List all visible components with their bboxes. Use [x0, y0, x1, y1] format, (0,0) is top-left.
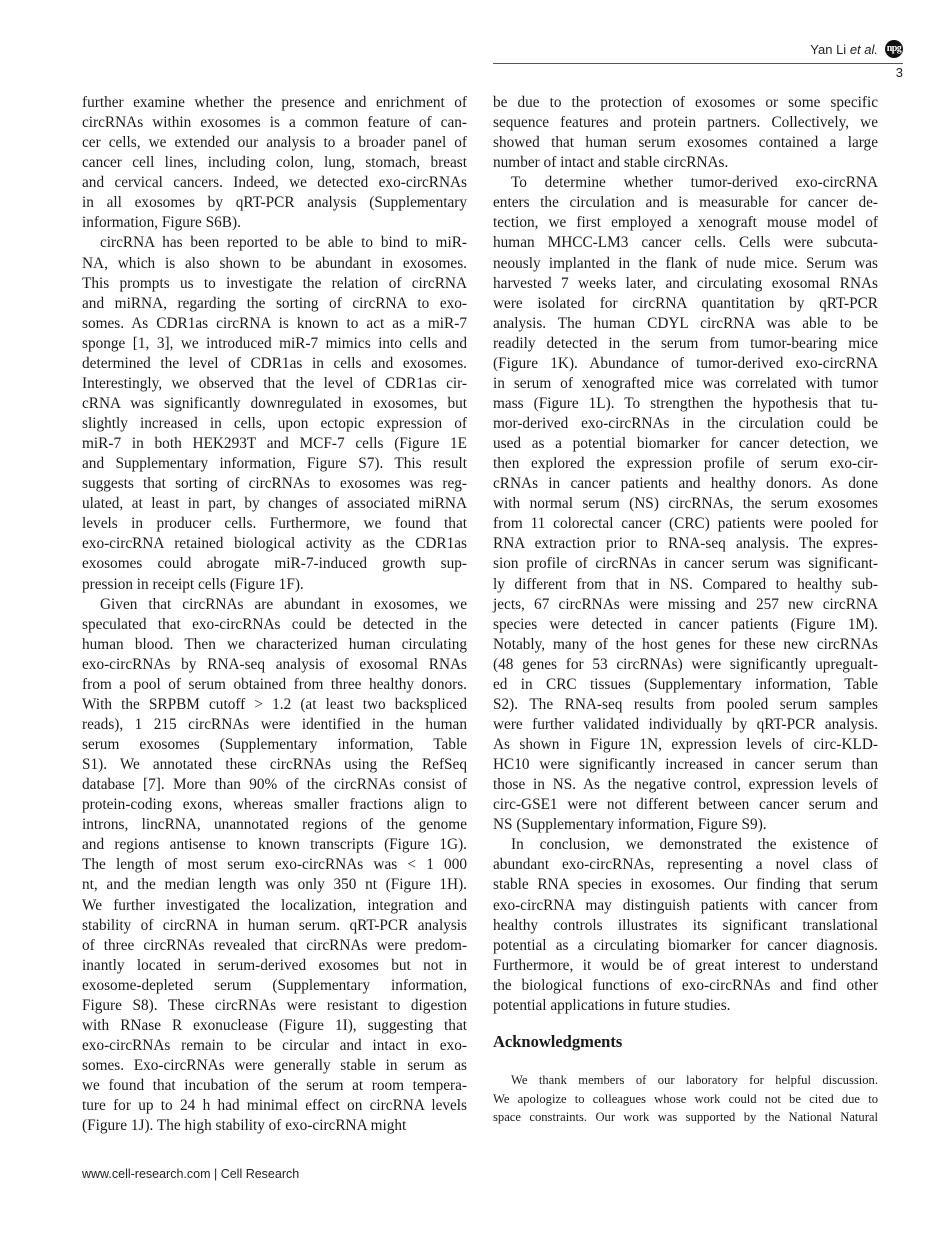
text-line: levels in producer cells. Furthermore, we found that [82, 515, 467, 533]
text-line: number of intact and stable circRNAs. [493, 154, 729, 172]
text-line: of three circRNAs revealed that circRNAs were predom- [82, 936, 467, 954]
text-line: exo-circRNA retained biological activity as the CDR1as [82, 535, 467, 553]
text-line: neously implanted in the flank of nude mice. Serum was [493, 254, 878, 272]
text-line: ly different from that in NS. Compared to healthy sub- [493, 575, 878, 593]
npg-logo: npg [885, 40, 903, 58]
text-line: in serum of xenografted mice was correlated with tumor [493, 374, 878, 392]
text-line: Furthermore, it would be of great interest to understand [493, 956, 878, 974]
text-line: healthy controls illustrates its significant translational [493, 916, 878, 934]
text-line: human MHCC-LM3 cancer cells. Cells were subcuta- [493, 234, 878, 252]
text-line: with normal serum (NS) circRNAs, the serum exosomes [493, 495, 878, 513]
text-line: were further validated individually by qRT-PCR analysis. [493, 715, 878, 733]
text-line: With the SRPBM cutoff > 1.2 (at least two backspliced [82, 695, 467, 713]
text-line: determined the level of CDR1as in cells and exosomes. [82, 354, 467, 372]
text-line: We further investigated the localization, integration and [82, 896, 467, 914]
text-line: potential as a circulating biomarker for cancer diagnosis. [493, 936, 878, 954]
text-line: jects, 67 circRNAs were missing and 257 new circRNA [493, 595, 878, 613]
text-line: exo-circRNAs remain to be circular and intact in exo- [82, 1036, 467, 1054]
text-line: inantly located in serum-derived exosomes but not in [82, 956, 467, 974]
text-line: stability of circRNA in human serum. qRT-PCR analysis [82, 916, 467, 934]
text-line: ture for up to 24 h had minimal effect on circRNA levels [82, 1097, 467, 1115]
paragraph [493, 835, 878, 1016]
text-line: circRNA has been reported to be able to bind to miR- [100, 234, 467, 252]
text-line: The length of most serum exo-circRNAs was < 1 000 [82, 856, 467, 874]
text-line: with RNase R exonuclease (Figure 1I), suggesting that [82, 1016, 467, 1034]
text-line: potential applications in future studies. [493, 996, 731, 1014]
text-line: and cervical cancers. Indeed, we detected exo-circRNAs [82, 174, 467, 192]
text-line: To determine whether tumor-derived exo-circRNA [511, 174, 878, 192]
text-line: mor-derived exo-circRNAs in the circulation could be [493, 415, 878, 432]
acknowledgments-heading: Acknowledgments [493, 1032, 623, 1051]
text-line: showed that human serum exosomes contained a large [493, 134, 878, 152]
text-line: sequence features and protein partners. Collectively, we [493, 114, 878, 132]
text-line: human blood. Then we characterized human circulating [82, 635, 467, 653]
text-line: Figure S8). These circRNAs were resistant to digestion [82, 996, 467, 1014]
author-name: Yan Li [810, 42, 850, 57]
text-line: introns, lincRNA, unannotated regions of the genome [82, 816, 467, 834]
text-line: harvested 7 weeks later, and circulating exosomal RNAs [493, 274, 878, 292]
text-line: somes. As CDR1as circRNA is known to act as a miR-7 [82, 314, 467, 332]
paragraph [493, 173, 878, 835]
paragraph [82, 595, 467, 1137]
text-line: space constraints. Our work was supported by the National Natural [493, 1110, 878, 1124]
text-line: exo-circRNA may distinguish patients with cancer from [493, 896, 878, 914]
text-line: sion profile of circRNAs in cancer serum was significant- [493, 555, 878, 573]
text-line: those in NS. As the negative control, expression levels of [493, 776, 878, 794]
text-line: serum exosomes (Supplementary information, Table [82, 736, 467, 753]
paragraph [82, 233, 467, 594]
text-line: Interestingly, we observed that the level of CDR1as cir- [82, 374, 467, 392]
text-line: the biological functions of exo-circRNAs and find other [493, 976, 878, 994]
header-rule [493, 63, 903, 64]
text-line: used as a potential biomarker for cancer detection, we [493, 435, 878, 453]
text-line: NA, which is also shown to be abundant in exosomes. [82, 254, 467, 272]
text-line: enters the circulation and is measurable for cancer de- [493, 194, 878, 212]
text-line: database [7]. More than 90% of the circRNAs consist of [82, 776, 467, 794]
text-line: cRNA was significantly downregulated in exosomes, but [82, 394, 467, 412]
text-line: slightly increased in cells, upon ectopic expression of [82, 415, 467, 432]
text-line: (48 genes for 53 circRNAs) were significantly upregualt- [493, 655, 878, 673]
text-line: pression in receipt cells (Figure 1F). [82, 575, 304, 593]
text-line: speculated that exo-circRNAs could be detected in the [82, 615, 467, 633]
text-line: We apologize to colleagues whose work could not be cited due to [493, 1091, 878, 1106]
paragraph [493, 93, 878, 173]
text-line: suggests that sorting of circRNAs to exosomes was reg- [82, 475, 467, 493]
text-line: NS (Supplementary information, Figure S9). [493, 816, 767, 834]
text-line: In conclusion, we demonstrated the existence of [511, 836, 878, 854]
text-line: be due to the protection of exosomes or some specific [493, 94, 878, 111]
text-line: Notably, many of the host genes for these new circRNAs [493, 635, 878, 653]
text-line: Given that circRNAs are abundant in exosomes, we [100, 595, 467, 613]
text-line: and miRNA, regarding the sorting of circRNA to exo- [82, 294, 467, 312]
text-line: circRNAs within exosomes is a common feature of can- [82, 114, 467, 132]
text-line: exosome-depleted serum (Supplementary information, [82, 976, 467, 994]
text-line: mass (Figure 1L). To strengthen the hypothesis that tu- [493, 394, 878, 412]
et-al: et al. [849, 42, 878, 57]
text-line: readily detected in the serum from tumor-bearing mice [493, 334, 878, 352]
text-line: This prompts us to investigate the relation of circRNA [82, 274, 467, 292]
text-line: cer cells, we extended our analysis to a broader panel of [82, 134, 467, 152]
text-line: were isolated for circRNA quantitation by qRT-PCR [493, 294, 878, 312]
text-line: and Supplementary information, Figure S7). This result [82, 455, 467, 473]
text-line: As shown in Figure 1N, expression levels of circ-KLD- [493, 736, 878, 753]
text-line: stable RNA species in exosomes. Our finding that serum [493, 876, 878, 894]
text-line: ulated, at least in part, by changes of associated miRNA [82, 495, 467, 513]
right-column [493, 93, 878, 1016]
text-line: we found that incubation of the serum at room tempera- [82, 1077, 467, 1095]
text-line: somes. Exo-circRNAs were generally stable in serum as [82, 1057, 467, 1074]
page-number: 3 [895, 65, 903, 80]
text-line: cancer cell lines, including colon, lung, stomach, breast [82, 154, 467, 172]
text-line: miR-7 in both HEK293T and MCF-7 cells (Figure 1E [82, 435, 467, 453]
text-line: We thank members of our laboratory for helpful discussion. [511, 1073, 878, 1087]
text-line: from 11 colorectal cancer (CRC) patients were pooled for [493, 515, 878, 533]
text-line: exosomes could abrogate miR-7-induced growth sup- [82, 555, 467, 573]
text-line: circ-GSE1 were not different between cancer serum and [493, 796, 878, 814]
text-line: and regions antisense to known transcripts (Figure 1G). [82, 836, 467, 854]
text-line: further examine whether the presence and enrichment of [82, 94, 467, 111]
text-line: exo-circRNAs by RNA-seq analysis of exosomal RNAs [82, 655, 467, 673]
text-line: (Figure 1J). The high stability of exo-circRNA might [82, 1117, 407, 1135]
text-line: ed in CRC tissues (Supplementary information, Table [493, 675, 878, 693]
text-line: protein-coding exons, whereas smaller fractions align to [82, 796, 467, 814]
text-line: sponge [1, 3], we introduced miR-7 mimics into cells and [82, 334, 467, 352]
text-line: then explored the expression profile of serum exo-cir- [493, 455, 878, 473]
text-line: in all exosomes by qRT-PCR analysis (Supplementary [82, 194, 467, 212]
text-line: HC10 were significantly increased in cancer serum than [493, 756, 878, 774]
text-line: S2). The RNA-seq results from pooled serum samples [493, 695, 878, 713]
text-line: reads), 1 215 circRNAs were identified in the human [82, 715, 467, 733]
text-line: species were detected in cancer patients (Figure 1M). [493, 615, 878, 633]
text-line: S1). We annotated these circRNAs using the RefSeq [82, 756, 467, 774]
acknowledgments-text [493, 1071, 878, 1127]
text-line: RNA extraction prior to RNA-seq analysis. The expres- [493, 535, 878, 553]
text-line: information, Figure S6B). [82, 214, 241, 232]
text-line: analysis. The human CDYL circRNA was able to be [493, 314, 878, 332]
paragraph [82, 93, 467, 233]
text-line: abundant exo-circRNAs, representing a novel class of [493, 856, 878, 874]
text-line: nt, and the median length was only 350 nt (Figure 1H). [82, 876, 467, 894]
text-line: tection, we first employed a xenograft mouse model of [493, 214, 878, 232]
text-line: (Figure 1K). Abundance of tumor-derived exo-circRNA [493, 354, 878, 372]
text-line: from a pool of serum obtained from three healthy donors. [82, 675, 467, 693]
footer: www.cell-research.com | Cell Research [82, 1167, 300, 1181]
left-column [82, 93, 467, 1136]
running-head [810, 42, 878, 57]
text-line: cRNAs in cancer patients and healthy donors. As done [493, 475, 878, 493]
